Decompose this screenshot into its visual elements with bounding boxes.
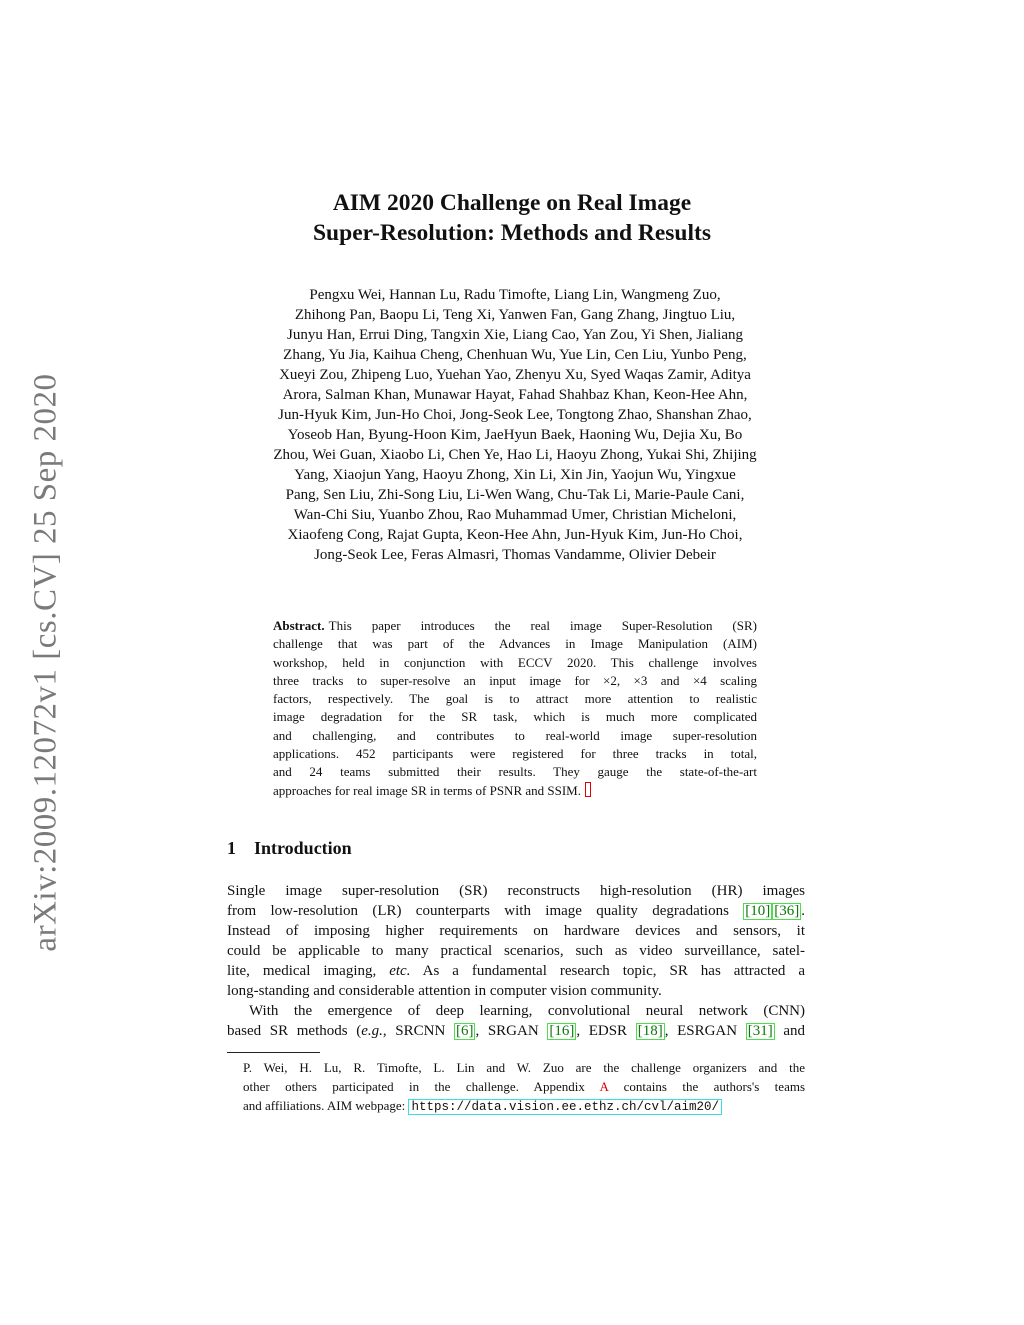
intro-body xyxy=(227,881,805,1041)
author-line: Pang, Sen Liu, Zhi-Song Liu, Li-Wen Wang, Chu-Tak Li, Marie-Paule Cani, xyxy=(285,487,745,503)
author-line: Arora, Salman Khan, Munawar Hayat, Fahad Shahbaz Khan, Keon-Hee Ahn, xyxy=(282,387,748,403)
abstract-line: and challenging, and contributes to real-world image super-resolution xyxy=(273,727,757,743)
footnote-line: other others participated in the challenge. Appendix A contains the authors's teams xyxy=(243,1079,806,1094)
author-line: Zhang, Yu Jia, Kaihua Cheng, Chenhuan Wu, Yue Lin, Cen Liu, Yunbo Peng, xyxy=(283,347,747,363)
title-line-1: AIM 2020 Challenge on Real Image xyxy=(332,190,692,216)
body-line: could be applicable to many practical scenarios, such as video surveillance, satel- xyxy=(227,943,805,959)
footnote-line: and affiliations. AIM webpage: https://data.vision.ee.ethz.ch/cvl/aim20/ xyxy=(243,1096,805,1117)
author-line: Yoseob Han, Byung-Hoon Kim, JaeHyun Baek, Haoning Wu, Dejia Xu, Bo xyxy=(287,427,743,443)
section-number: 1 xyxy=(227,838,236,858)
citation-link[interactable]: [16] xyxy=(549,1023,575,1039)
abstract-line: approaches for real image SR in terms of PSNR and SSIM. xyxy=(273,782,757,800)
citation-link[interactable]: [10] xyxy=(745,903,771,919)
paper-title xyxy=(0,188,1024,248)
footnote-marker-link[interactable] xyxy=(585,782,591,797)
appendix-link[interactable]: A xyxy=(599,1079,609,1094)
author-line: Junyu Han, Errui Ding, Tangxin Xie, Liang Cao, Yan Zou, Yi Shen, Jialiang xyxy=(287,327,743,343)
author-list xyxy=(200,285,830,565)
abstract-label: Abstract. xyxy=(273,618,325,633)
abstract-line: and 24 teams submitted their results. They gauge the state-of-the-art xyxy=(273,764,757,780)
abstract-line: three tracks to super-resolve an input image for ×2, ×3 and ×4 scaling xyxy=(273,672,757,688)
abstract-line: factors, respectively. The goal is to attract more attention to realistic xyxy=(273,691,757,707)
body-line: from low-resolution (LR) counterparts with image quality degradations [10] [36] . xyxy=(227,903,806,919)
author-line: Xueyi Zou, Zhipeng Luo, Yuehan Yao, Zhenyu Xu, Syed Waqas Zamir, Aditya xyxy=(279,367,751,383)
author-line: Jong-Seok Lee, Feras Almasri, Thomas Vandamme, Olivier Debeir xyxy=(314,547,716,563)
body-line: With the emergence of deep learning, convolutional neural network (CNN) xyxy=(249,1003,805,1019)
body-line: Single image super-resolution (SR) reconstructs high-resolution (HR) images xyxy=(227,883,805,899)
citation-link[interactable]: [18] xyxy=(637,1023,663,1039)
abstract-line: image degradation for the SR task, which is much more complicated xyxy=(273,709,757,725)
section-title: Introduction xyxy=(254,838,352,858)
abstract-line: challenge that was part of the Advances in Image Manipulation (AIM) xyxy=(273,636,757,652)
author-line: Pengxu Wei, Hannan Lu, Radu Timofte, Liang Lin, Wangmeng Zuo, xyxy=(309,287,721,303)
body-line: lite, medical imaging, etc. As a fundamental research topic, SR has attracted a xyxy=(227,963,806,979)
author-line: Xiaofeng Cong, Rajat Gupta, Keon-Hee Ahn, Jun-Hyuk Kim, Jun-Ho Choi, xyxy=(287,527,743,543)
footnote-rule xyxy=(227,1052,320,1053)
body-line: based SR methods (e.g., SRCNN [6] , SRGAN [16] , EDSR [18] , ESRGAN [31] and xyxy=(227,1023,806,1039)
body-line: Instead of imposing higher requirements on hardware devices and sensors, it xyxy=(227,923,805,939)
citation-link[interactable]: [6] xyxy=(455,1023,474,1039)
author-line: Zhou, Wei Guan, Xiaobo Li, Chen Ye, Hao Li, Haoyu Zhong, Yukai Shi, Zhijing xyxy=(273,447,757,463)
abstract-line: Abstract. This paper introduces the real image Super-Resolution (SR) xyxy=(273,618,757,633)
arxiv-stamp xyxy=(22,350,70,975)
footnote-line: P. Wei, H. Lu, R. Timofte, L. Lin and W. Zuo are the challenge organizers and the xyxy=(243,1060,805,1075)
abstract xyxy=(273,617,757,800)
footnote xyxy=(243,1058,805,1117)
aim-webpage-link[interactable]: https://data.vision.ee.ethz.ch/cvl/aim20/ xyxy=(408,1099,722,1115)
title-line-2: Super-Resolution: Methods and Results xyxy=(312,220,712,246)
body-line: long-standing and considerable attention in computer vision community. xyxy=(227,983,662,999)
citation-link[interactable]: [31] xyxy=(747,1023,773,1039)
author-line: Yang, Xiaojun Yang, Haoyu Zhong, Xin Li, Xin Jin, Yaojun Wu, Yingxue xyxy=(294,467,736,483)
author-line: Zhihong Pan, Baopu Li, Teng Xi, Yanwen Fan, Gang Zhang, Jingtuo Liu, xyxy=(294,307,736,323)
abstract-line: workshop, held in conjunction with ECCV 2020. This challenge involves xyxy=(273,654,757,670)
arxiv-id: arXiv:2009.12072v1 [cs.CV] 25 Sep 2020 xyxy=(27,373,64,952)
citation-link[interactable]: [36] xyxy=(774,903,800,919)
abstract-line: applications. 452 participants were registered for three tracks in total, xyxy=(273,746,757,762)
author-line: Jun-Hyuk Kim, Jun-Ho Choi, Jong-Seok Lee, Tongtong Zhao, Shanshan Zhao, xyxy=(278,407,752,423)
author-line: Wan-Chi Siu, Yuanbo Zhou, Rao Muhammad Umer, Christian Micheloni, xyxy=(293,507,737,523)
section-heading xyxy=(227,838,352,859)
